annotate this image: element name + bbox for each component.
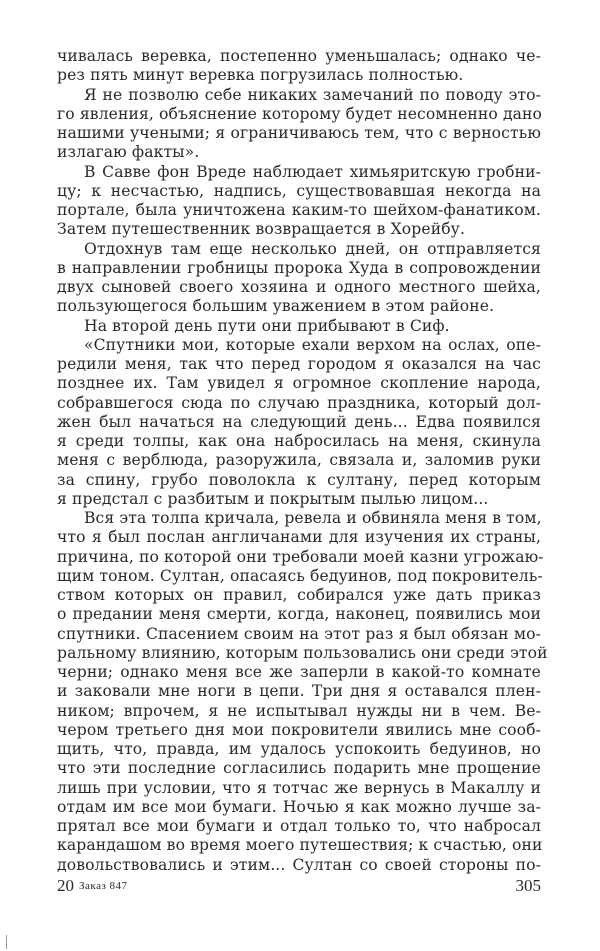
- text-line: Затем путешественник возвращается в Хорейбу.: [57, 220, 466, 239]
- text-line: позднее их. Там увидел я огромное скопление народа,: [57, 374, 541, 393]
- signature-mark: 20: [57, 876, 74, 895]
- text-line: Вся эта толпа кричала, ревела и обвиняла меня в том,: [84, 509, 542, 527]
- text-line: прятал все мои бумаги и отдал только то, что набросал: [57, 817, 541, 835]
- text-line: ральному влиянию, которым пользовались они среди этой: [57, 643, 548, 662]
- text-line: лишь при условии, что я тотчас же вернусь в Макаллу и: [57, 778, 541, 797]
- text-line: пользующегося большим уважением в этом районе.: [57, 297, 495, 316]
- text-line: меня с верблюда, разоружила, связала и, заломив руки: [57, 451, 541, 470]
- text-line: чером третьего дня мои покровители явились мне сооб-: [57, 720, 541, 739]
- text-line: что эти последние согласились подарить мне прощение: [57, 759, 541, 778]
- text-line: щить, что, правда, им удалось успокоить бедуинов, но: [57, 740, 541, 758]
- text-line: излагаю факты».: [57, 143, 200, 162]
- text-line: собравшегося сюда по случаю праздника, который дол-: [57, 393, 541, 412]
- page-footer: [57, 876, 541, 896]
- text-line: что я был послан англичанами для изучения их страны,: [57, 528, 541, 547]
- text-line: На второй день пути они прибывают в Сиф.: [84, 316, 450, 335]
- text-line: о предании меня смерти, когда, наконец, появились мои: [57, 605, 541, 624]
- text-line: го явления, объяснение которому будет несомненно дано: [57, 104, 543, 123]
- scan-edge-mark: [6, 935, 7, 949]
- text-line: ством которых он правил, собирался уже дать приказ: [57, 586, 541, 604]
- text-line: черни; однако меня все же заперли в какой-то комнате: [57, 663, 541, 681]
- text-line: довольствовались и этим... Султан со своей стороны по-: [57, 855, 541, 874]
- text-line: Я не позволю себе никаких замечаний по поводу это-: [84, 85, 541, 104]
- text-line: нашими учеными; я ограничиваюсь тем, что с верностью: [57, 124, 541, 142]
- print-order-note: Заказ 847: [79, 880, 128, 892]
- book-page-text: [57, 47, 548, 875]
- text-line: двух сыновей своего хозяина и одного местного шейха,: [57, 278, 541, 296]
- text-line: за спину, грубо поволокла к султану, перед которым: [57, 470, 541, 489]
- text-line: в направлении гробницы пророка Худа в сопровождении: [57, 258, 541, 277]
- text-line: портале, была уничтожена каким-то шейхом-фанатиком.: [57, 201, 541, 219]
- text-line: жен был начаться на следующий день... Едва появился: [57, 412, 541, 431]
- text-line: я предстал с разбитым и покрытым пылью лицом...: [57, 489, 489, 508]
- text-line: В Савве фон Вреде наблюдает химьяритскую гробни-: [84, 162, 541, 181]
- text-line: карандашом во время моего путешествия; к счастью, они: [57, 836, 543, 855]
- text-line: «Спутники мои, которые ехали верхом на ослах, опе-: [84, 335, 541, 354]
- text-line: ником; впрочем, я не испытывал нужды ни в чем. Ве-: [57, 701, 541, 720]
- text-line: редили меня, так что перед городом я оказался на час: [57, 355, 541, 373]
- text-line: чивалась веревка, постепенно уменьшалась; однако че-: [57, 47, 541, 65]
- text-line: цу; к несчастью, надпись, существовавшая некогда на: [57, 181, 541, 200]
- page-number: 305: [515, 876, 541, 895]
- text-line: отдам им все мои бумаги. Ночью я как можно лучше за-: [57, 797, 541, 816]
- text-line: рез пять минут веревка погрузилась полностью.: [57, 66, 464, 85]
- text-line: спутники. Спасением своим на этот раз я был обязан мо-: [57, 624, 541, 643]
- text-line: я среди толпы, как она набросилась на меня, скинула: [57, 432, 541, 450]
- text-line: Отдохнув там еще несколько дней, он отправляется: [84, 239, 541, 258]
- text-line: причина, по которой они требовали моей казни угрожаю-: [57, 547, 544, 566]
- text-line: и заковали мне ноги в цепи. Три дня я оставался плен-: [57, 682, 541, 701]
- text-line: щим тоном. Султан, опасаясь бедуинов, под покровитель-: [57, 566, 543, 585]
